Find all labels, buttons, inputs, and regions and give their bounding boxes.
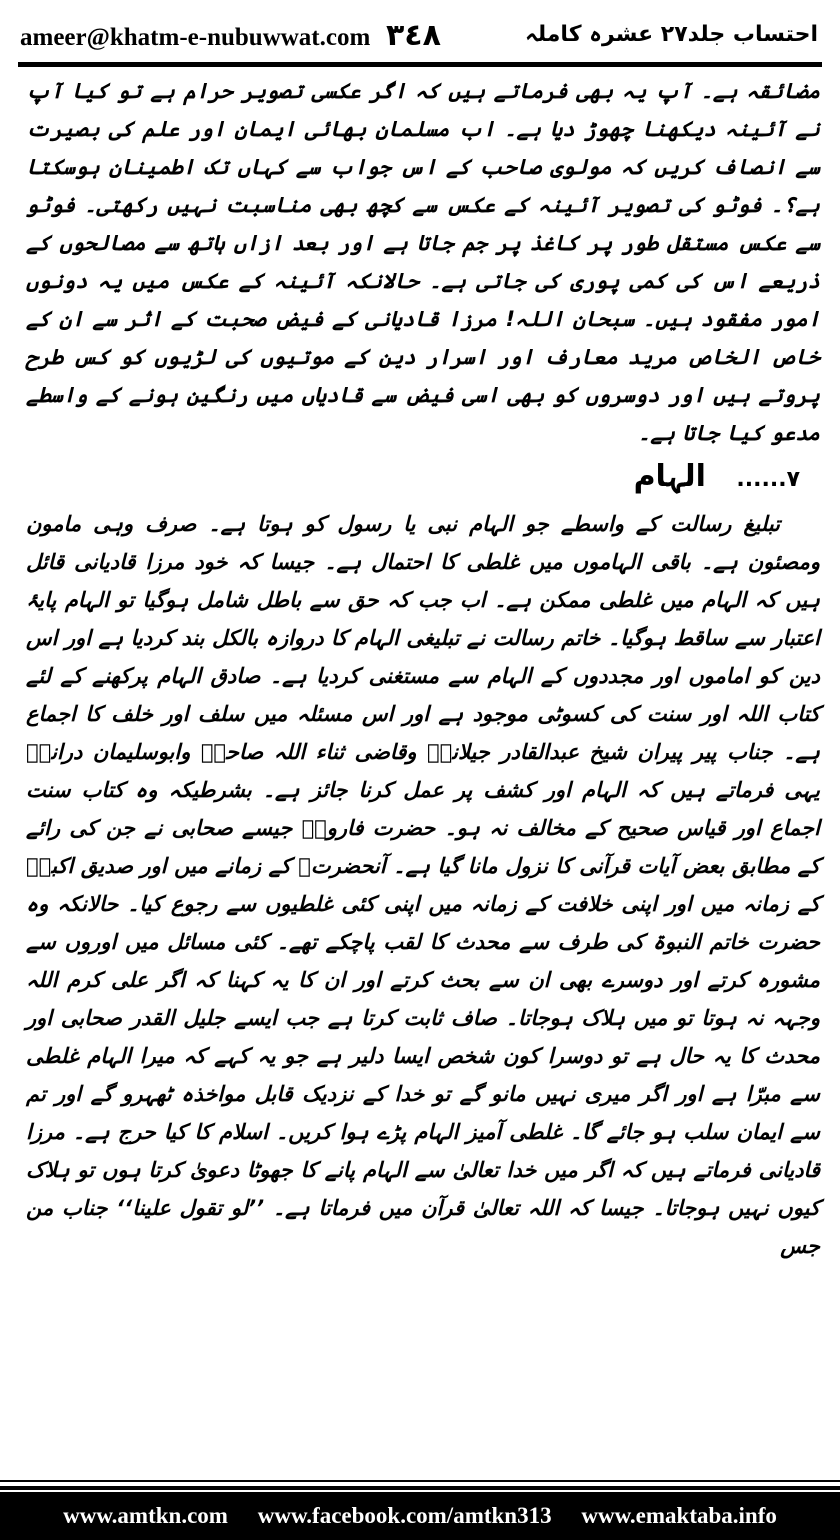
paragraph-2: تبلیغ رسالت کے واسطے جو الہام نبی یا رسول کو ہوتا ہے۔ صرف وہی مامون ومصئون ہے۔ باقی الہاموں میں غلطی کا احتمال ہے۔ جیسا کہ خود مرزا قادیانی قائل ہیں کہ الہام میں غلطی ممکن ہے۔ اب جب کہ حق سے باطل شامل ہوگیا تو الہام پایۂ اعتبار سے ساقط ہوگیا۔ خاتم رسالت نے تبلیغی الہام کا دروازہ بالکل بند کردیا ہے اور اس دین کو اماموں اور مجددوں کے الہام سے مستغنی کردیا ہے۔ صادق الہام پرکھنے کے لئے کتاب اللہ اور سنت کی کسوٹی موجود ہے اور اس مسئلہ میں سلف اور خلف کا اجماع ہے۔ جناب پیر پیران شیخ عبدالقادر جیلانیؒ وقاضی ثناء اللہ صاحبؒ وابوسلیمان درانیؒ یہی فرماتے ہیں کہ الہام اور کشف پر عمل کرنا جائز ہے۔ بشرطیکہ وہ کتاب سنت اجماع اور قیاس صحیح کے مخالف نہ ہو۔ حضرت فاروقؓ جیسے صحابی نے جن کی رائے کے مطابق بعض آیات قرآنی کا نزول مانا گیا ہے۔ آنحضرتﷺ کے زمانے میں اور صدیق اکبرؓ کے زمانہ میں اور اپنی خلافت کے زمانہ میں اپنی کئی غلطیوں سے رجوع کیا۔ حالانکہ وہ حضرت خاتم النبوۃ کی طرف سے محدث کا لقب پاچکے تھے۔ کئی مسائل میں اوروں سے مشورہ کرتے اور دوسرے بھی ان سے بحث کرتے اور ان کا یہ کہنا کہ اگر علی کرم اللہ وجہہ نہ ہوتا تو میں ہلاک ہوجاتا۔ صاف ثابت کرتا ہے جب ایسے جلیل القدر صحابی اور محدث کا یہ حال ہے تو دوسرا کون شخص ایسا دلیر ہے جو یہ کہے کہ میرا الہام غلطی سے مبرّا ہے اور اگر میری نہیں مانو گے تو خدا کے نزدیک قابل مواخذہ ٹھہرو گے اور تم سے ایمان سلب ہو جائے گا۔ غلطی آمیز الہام پڑے ہوا کریں۔ اسلام کا کیا حرج ہے۔ مرزا قادیانی فرماتے ہیں کہ اگر میں خدا تعالیٰ سے الہام پانے کا جھوٹا دعویٰ کرتا ہوں تو ہلاک کیوں نہیں ہوجاتا۔ جیسا کہ اللہ تعالیٰ قرآن میں فرماتا ہے۔ ’’لو تقول علینا‘‘ جناب من جس bbox=[26, 512, 820, 1258]
paragraph-1: مضائقہ ہے۔ آپ یہ بھی فرماتے ہیں کہ اگر عکسی تصویر حرام ہے تو کیا آپ نے آئینہ دیکھنا چھوڑ دیا ہے۔ اب مسلمان بھائی ایمان اور علم کی بصیرت سے انصاف کریں کہ مولوی صاحب کے اس جواب سے کہاں تک اطمینان ہوسکتا ہے؟۔ فوٹو کی تصویر آئینہ کے عکس سے کچھ بھی مناسبت نہیں رکھتی۔ فوٹو سے عکس مستقل طور پر کاغذ پر جم جاتا ہے اور بعد ازاں ہاتھ سے مصالحوں کے ذریعے اس کی کمی پوری کی جاتی ہے۔ حالانکہ آئینہ کے عکس میں یہ دونوں امور مفقود ہیں۔ سبحان اللہ! مرزا قادیانی کے فیض صحبت کے اثر سے ان کے خاص الخاص مرید معارف اور اسرار دین کے موتیوں کی لڑیوں کو کس طرح پروتے ہیں اور دوسروں کو بھی اسی فیض سے قادیاں میں رنگین ہونے کے واسطے مدعو کیا جاتا ہے۔ bbox=[26, 79, 820, 445]
footer-rule-thick bbox=[0, 1486, 840, 1490]
footer-rule-thin bbox=[0, 1480, 840, 1482]
header-email: ameer@khatm-e-nubuwwat.com bbox=[20, 24, 371, 51]
footer-link-facebook[interactable]: www.facebook.com/amtkn313 bbox=[257, 1503, 552, 1528]
header-rule bbox=[18, 62, 822, 67]
footer-bar bbox=[0, 1492, 840, 1540]
footer-link-emaktaba[interactable]: www.emaktaba.info bbox=[581, 1503, 777, 1528]
footer-link-amtkn[interactable]: www.amtkn.com bbox=[63, 1503, 228, 1528]
section-number: ۷...... bbox=[736, 467, 800, 492]
page-number: ٣٤٨ bbox=[386, 18, 441, 53]
section-heading bbox=[26, 452, 820, 505]
book-title: احتساب جلد۲۷ عشرہ کاملہ bbox=[524, 22, 818, 47]
section-title: الہام bbox=[633, 459, 706, 494]
page-body bbox=[26, 72, 820, 1450]
page-header bbox=[18, 14, 822, 64]
